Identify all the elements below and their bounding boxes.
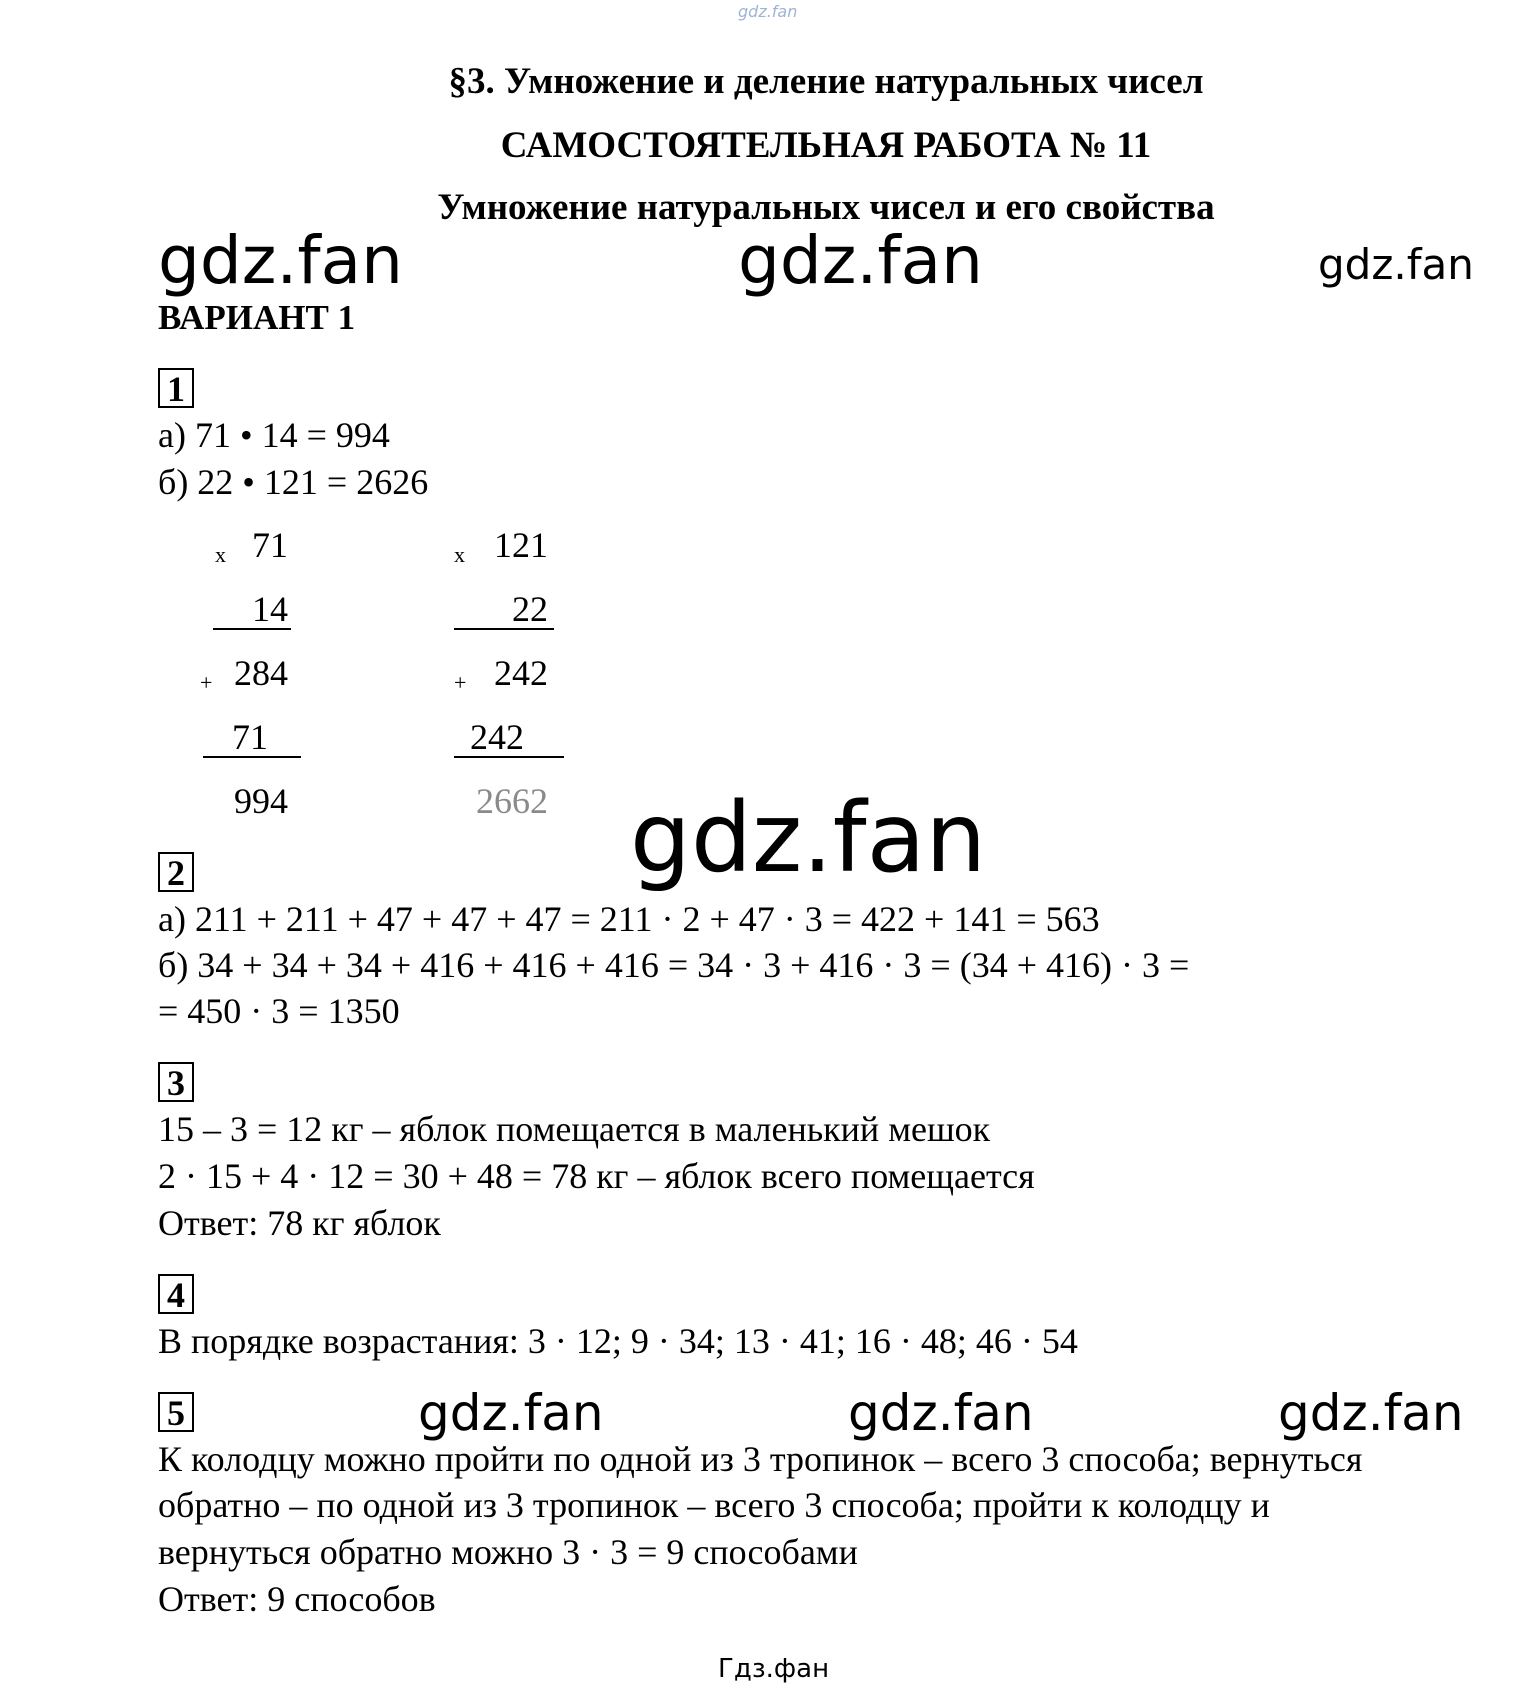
watermark-top: gdz.fan xyxy=(738,2,798,21)
calc2-partial-2: 242 xyxy=(470,717,524,757)
calc1-partial-1: 284 xyxy=(234,653,288,693)
task-number-2: 2 xyxy=(158,852,194,892)
calc2-top: 121 xyxy=(494,525,548,565)
calc1-result: 994 xyxy=(234,781,288,821)
section-title: §3. Умножение и деление натуральных чисел xyxy=(448,61,1204,102)
variant-heading: ВАРИАНТ 1 xyxy=(158,298,356,337)
task-number-4: 4 xyxy=(158,1274,194,1314)
topic-title: Умножение натуральных чисел и его свойства xyxy=(437,187,1215,228)
calc1-rule-2 xyxy=(203,756,301,758)
task5-answer: Ответ: 9 способов xyxy=(158,1579,436,1619)
calc2-partial-1: 242 xyxy=(494,653,548,693)
calc1-partial-2: 71 xyxy=(232,717,268,757)
task3-answer: Ответ: 78 кг яблок xyxy=(158,1203,441,1243)
watermark: gdz.fan xyxy=(738,222,983,299)
calc1-times-sign: x xyxy=(215,542,226,567)
task-number-5: 5 xyxy=(158,1392,194,1432)
task4-line-1: В порядке возрастания: 3 · 12; 9 · 34; 13 · 41; 16 · 48; 46 · 54 xyxy=(158,1321,1078,1361)
task2-line-b1: б) 34 + 34 + 34 + 416 + 416 + 416 = 34 · 3 + 416 · 3 = (34 + 416) · 3 = xyxy=(158,945,1190,985)
task2-line-b2: = 450 · 3 = 1350 xyxy=(158,991,400,1031)
calc1-multiplier: 14 xyxy=(252,589,288,629)
calc1-top: 71 xyxy=(252,525,288,565)
task-number-1: 1 xyxy=(158,368,194,408)
task1-line-a: а) 71 • 14 = 994 xyxy=(158,415,390,455)
watermark-large: gdz.fan xyxy=(630,782,987,894)
task3-line-2: 2 · 15 + 4 · 12 = 30 + 48 = 78 кг – яблок всего помещается xyxy=(158,1156,1035,1196)
work-title: САМОСТОЯТЕЛЬНАЯ РАБОТА № 11 xyxy=(500,125,1152,166)
calc1-plus-sign: + xyxy=(200,670,213,695)
calc2-multiplier: 22 xyxy=(512,589,548,629)
calc2-plus-sign: + xyxy=(454,670,467,695)
task1-line-b: б) 22 • 121 = 2626 xyxy=(158,462,429,502)
task-number-3: 3 xyxy=(158,1062,194,1102)
calc1-rule-1 xyxy=(213,628,291,630)
calc2-result: 2662 xyxy=(476,781,548,821)
task3-line-1: 15 – 3 = 12 кг – яблок помещается в маленький мешок xyxy=(158,1109,991,1149)
task5-line-3: вернуться обратно можно 3 · 3 = 9 способами xyxy=(158,1532,858,1572)
footer-watermark: Гдз.фан xyxy=(718,1654,830,1684)
calc2-rule-2 xyxy=(454,756,564,758)
task2-line-a: а) 211 + 211 + 47 + 47 + 47 = 211 · 2 + 47 · 3 = 422 + 141 = 563 xyxy=(158,899,1100,939)
task5-line-1: К колодцу можно пройти по одной из 3 тропинок – всего 3 способа; вернуться xyxy=(158,1439,1363,1479)
calc2-rule-1 xyxy=(454,628,554,630)
watermark: gdz.fan xyxy=(158,222,403,299)
calc2-times-sign: x xyxy=(454,542,465,567)
task5-line-2: обратно – по одной из 3 тропинок – всего 3 способа; пройти к колодцу и xyxy=(158,1485,1270,1525)
watermark: gdz.fan xyxy=(418,1384,604,1442)
watermark: gdz.fan xyxy=(1278,1384,1464,1442)
watermark: gdz.fan xyxy=(848,1384,1034,1442)
watermark: gdz.fan xyxy=(1318,240,1474,289)
